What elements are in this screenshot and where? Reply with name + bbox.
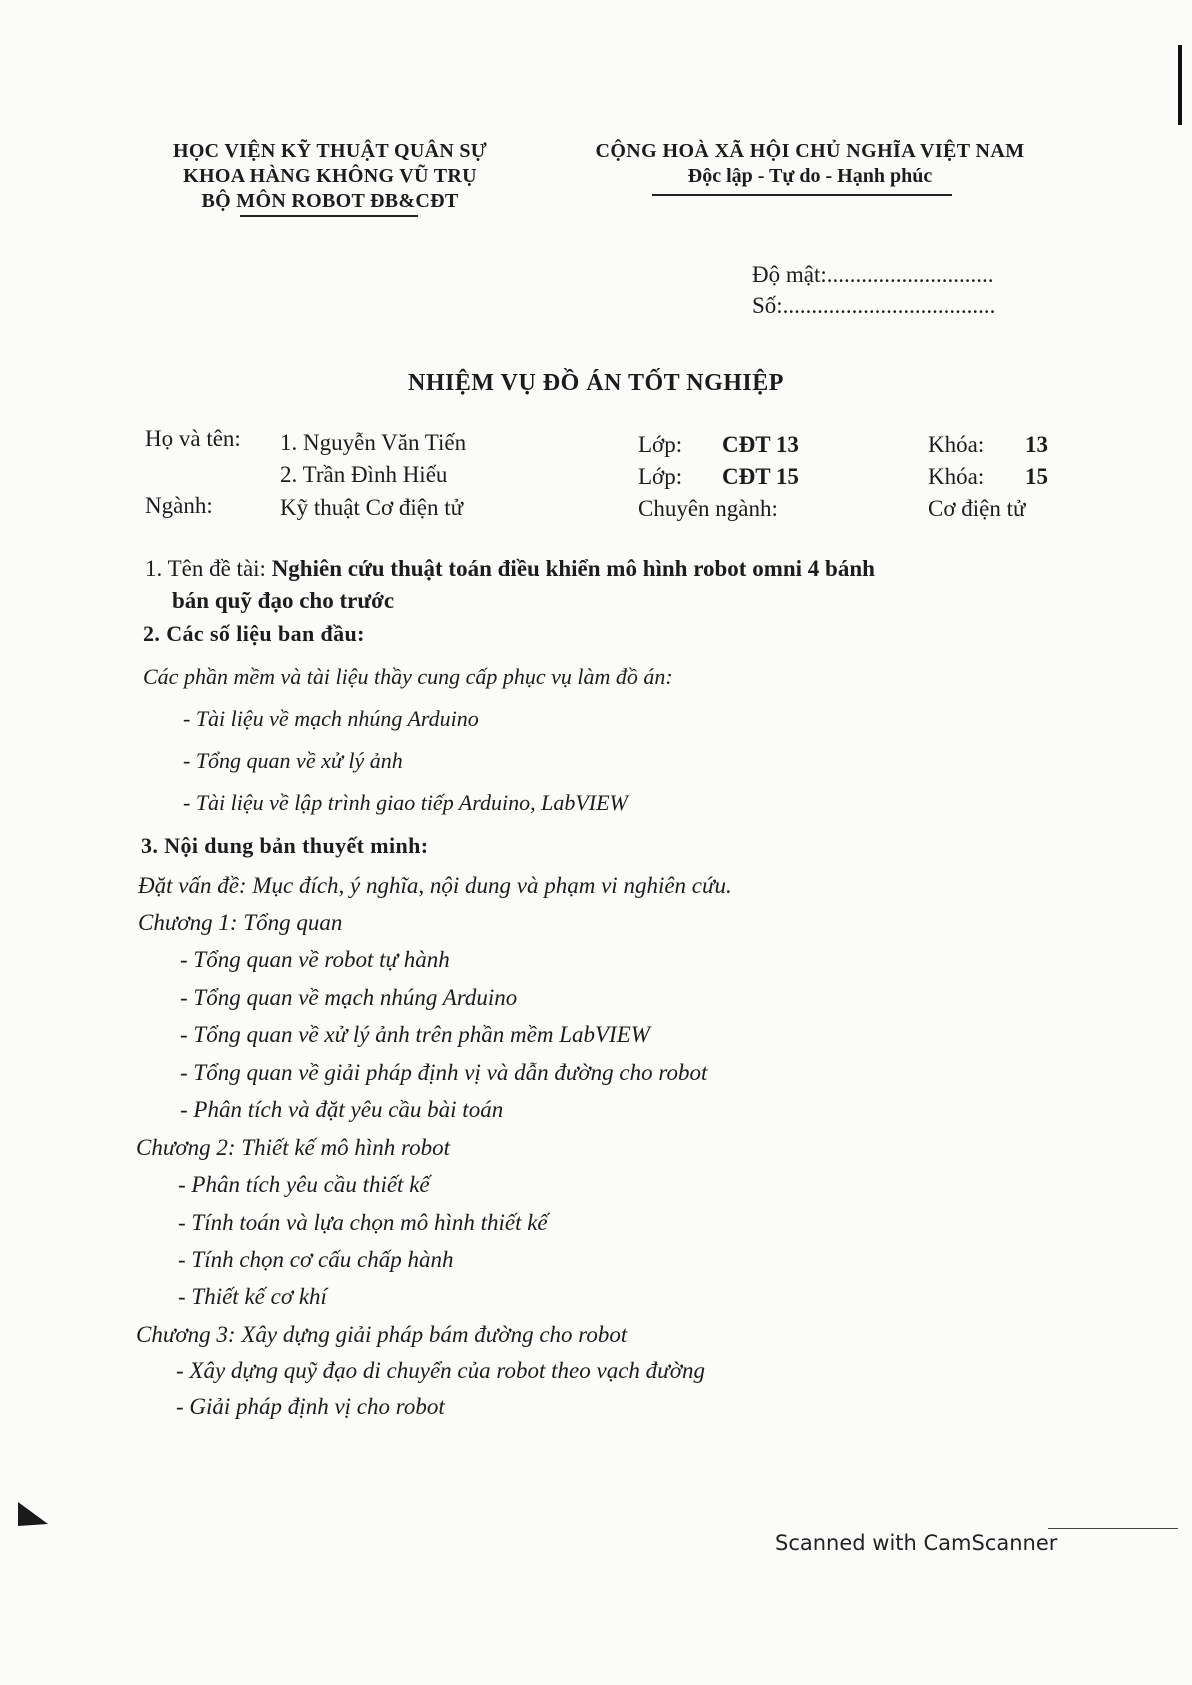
scan-edge-mark xyxy=(1178,45,1182,125)
chapter-2-item: - Thiết kế cơ khí xyxy=(178,1284,327,1309)
chapter-3-title: Chương 3: Xây dựng giải pháp bám đường cho robot xyxy=(136,1322,628,1347)
chapter-3-item: - Giải pháp định vị cho robot xyxy=(176,1394,445,1419)
thesis-topic-line-1: Nghiên cứu thuật toán điều khiển mô hình robot omni 4 bánh xyxy=(271,556,875,581)
chapter-1-title: Chương 1: Tổng quan xyxy=(138,910,343,935)
section-2-item: - Tổng quan về xử lý ảnh xyxy=(183,748,403,773)
specialization-value: Cơ điện tử xyxy=(928,496,1026,521)
national-motto: Độc lập - Tự do - Hạnh phúc xyxy=(687,165,933,187)
specialization-label: Chuyên ngành: xyxy=(638,496,778,521)
thesis-topic xyxy=(145,556,875,582)
number-field: Số:..................................... xyxy=(752,293,996,318)
student-1-course: 13 xyxy=(1025,432,1048,457)
national-title: CỘNG HOÀ XÃ HỘI CHỦ NGHĨA VIỆT NAM xyxy=(595,140,1025,162)
problem-statement: Đặt vấn đề: Mục đích, ý nghĩa, nội dung và phạm vi nghiên cứu. xyxy=(138,873,732,898)
motto-underline xyxy=(652,194,952,196)
student-1-course-label: Khóa: xyxy=(928,432,985,457)
section-2-item: - Tài liệu về lập trình giao tiếp Arduino, LabVIEW xyxy=(183,790,628,815)
chapter-2-item: - Tính toán và lựa chọn mô hình thiết kế xyxy=(178,1210,548,1235)
chapter-1-item: - Tổng quan về xử lý ảnh trên phần mềm LabVIEW xyxy=(180,1022,650,1047)
document-title: NHIỆM VỤ ĐỒ ÁN TỐT NGHIỆP xyxy=(408,370,784,396)
major-value: Kỹ thuật Cơ điện tử xyxy=(280,495,464,520)
chapter-1-item: - Tổng quan về mạch nhúng Arduino xyxy=(180,985,518,1010)
name-label: Họ và tên: xyxy=(145,426,241,451)
student-2-course: 15 xyxy=(1025,464,1048,489)
chapter-1-item: - Phân tích và đặt yêu cầu bài toán xyxy=(180,1097,504,1122)
camscanner-watermark: Scanned with CamScanner xyxy=(775,1531,1058,1555)
section-3-heading: 3. Nội dung bản thuyết minh: xyxy=(141,833,429,858)
thesis-topic-line-2: bán quỹ đạo cho trước xyxy=(172,588,395,613)
major-label: Ngành: xyxy=(145,493,213,518)
chapter-1-item: - Tổng quan về robot tự hành xyxy=(180,947,450,972)
chapter-2-item: - Tính chọn cơ cấu chấp hành xyxy=(178,1247,454,1272)
student-1-name: 1. Nguyễn Văn Tiến xyxy=(280,430,467,455)
student-2-name: 2. Trần Đình Hiếu xyxy=(280,462,448,487)
section-2-item: - Tài liệu về mạch nhúng Arduino xyxy=(183,706,479,731)
confidentiality-field: Độ mật:............................. xyxy=(752,262,994,287)
institution-line-2: KHOA HÀNG KHÔNG VŨ TRỤ xyxy=(183,165,477,187)
department-underline xyxy=(240,215,418,217)
student-2-class: CĐT 15 xyxy=(722,464,799,489)
chapter-3-item: - Xây dựng quỹ đạo di chuyển của robot theo vạch đường xyxy=(176,1358,705,1383)
national-header xyxy=(555,139,1065,189)
section-2-heading: 2. Các số liệu ban đầu: xyxy=(143,621,365,646)
student-1-class-label: Lớp: xyxy=(638,432,683,457)
student-2-class-label: Lớp: xyxy=(638,464,683,489)
chapter-1-item: - Tổng quan về giải pháp định vị và dẫn đường cho robot xyxy=(180,1060,708,1085)
student-2-course-label: Khóa: xyxy=(928,464,985,489)
institution-line-1: HỌC VIỆN KỸ THUẬT QUÂN SỰ xyxy=(172,140,488,162)
section-2-intro: Các phần mềm và tài liệu thầy cung cấp phục vụ làm đồ án: xyxy=(143,664,673,689)
institution-header xyxy=(130,139,530,214)
institution-line-3: BỘ MÔN ROBOT ĐB&CĐT xyxy=(201,190,459,212)
chapter-2-title: Chương 2: Thiết kế mô hình robot xyxy=(136,1135,451,1160)
scanner-corner-icon xyxy=(18,1502,50,1526)
watermark-rule xyxy=(1048,1528,1178,1529)
thesis-topic-label: 1. Tên đề tài: xyxy=(145,556,272,581)
chapter-2-item: - Phân tích yêu cầu thiết kế xyxy=(178,1172,430,1197)
student-1-class: CĐT 13 xyxy=(722,432,799,457)
